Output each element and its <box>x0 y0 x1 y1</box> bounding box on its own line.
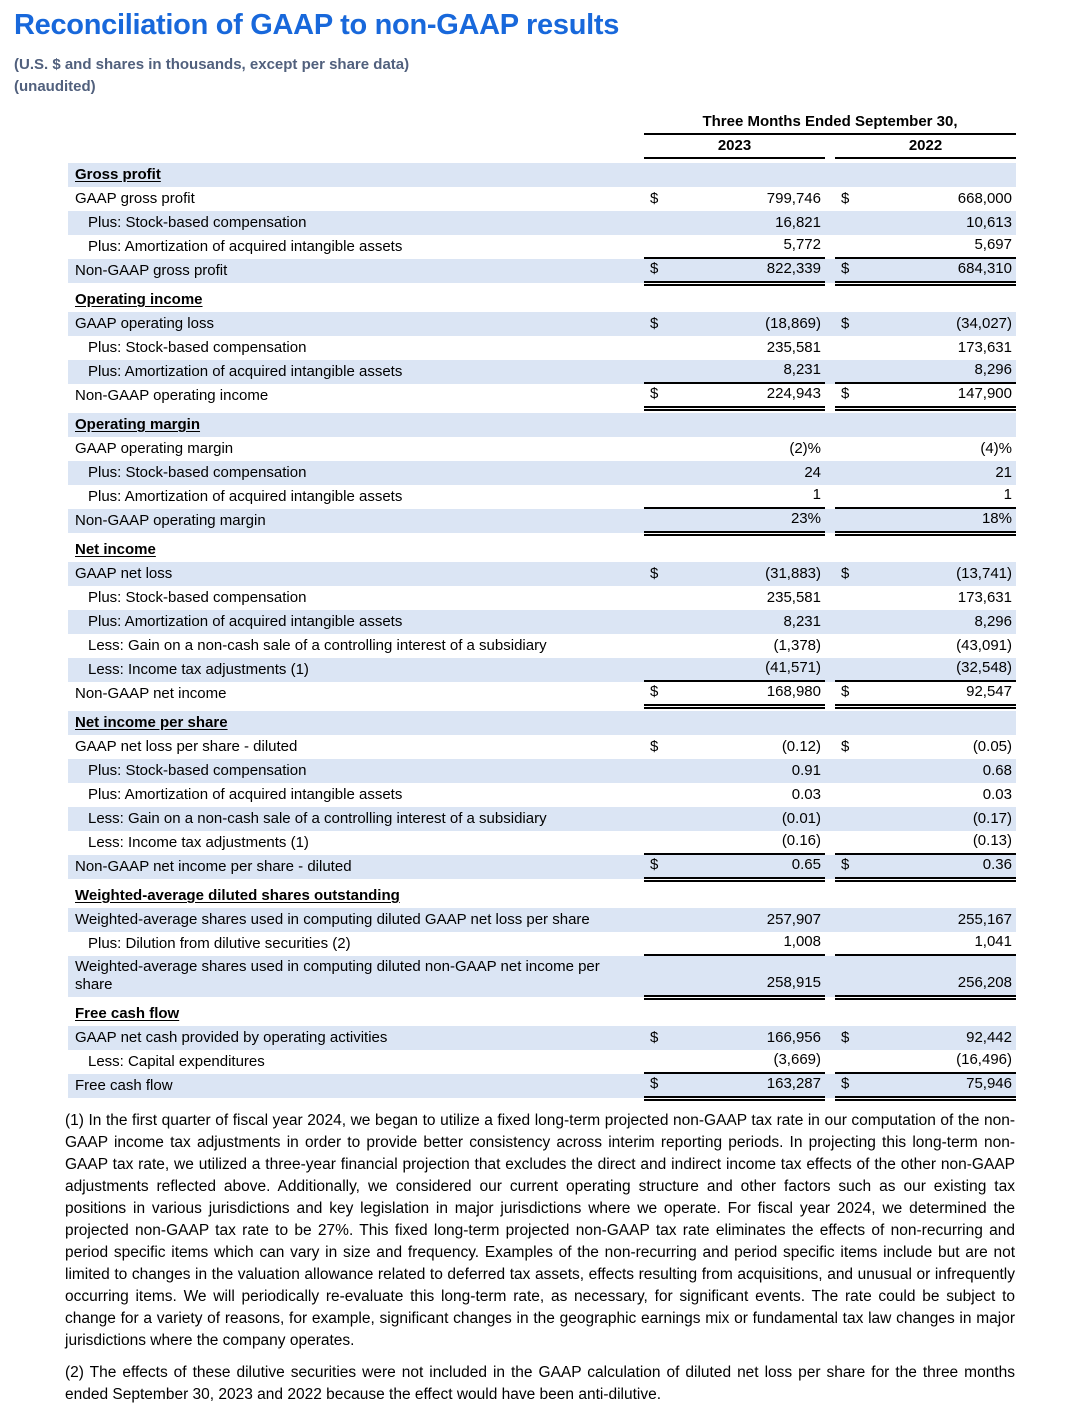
dollar-sign: $ <box>650 190 659 207</box>
value-2022: 1 <box>1003 486 1012 503</box>
value-cell-2022 <box>835 683 1016 706</box>
value-cell-2023 <box>644 236 825 259</box>
row-label: Net income per share <box>75 714 228 731</box>
table-row <box>68 956 1016 997</box>
value-2022: 173,631 <box>957 589 1012 606</box>
dollar-sign: $ <box>650 683 659 700</box>
table-row <box>68 235 1016 259</box>
value-2022: (16,496) <box>956 1051 1012 1068</box>
row-label: Plus: Stock-based compensation <box>88 762 307 779</box>
value-cell-2023 <box>644 832 825 855</box>
dollar-sign: $ <box>650 565 659 582</box>
value-2023: 5,772 <box>783 236 821 253</box>
value-2023: 258,915 <box>766 974 821 991</box>
value-2023: (1,378) <box>773 637 821 654</box>
row-label: Net income <box>75 541 156 558</box>
value-cell-2023 <box>644 786 825 807</box>
row-label: Operating margin <box>75 416 201 433</box>
value-cell-2023 <box>644 1075 825 1098</box>
row-label: GAAP net loss <box>75 565 173 582</box>
value-cell-2023 <box>644 683 825 706</box>
year-column-2023: 2023 <box>644 135 825 159</box>
dollar-sign: $ <box>650 315 659 332</box>
value-cell-2022 <box>835 1029 1016 1050</box>
value-cell-2022 <box>835 832 1016 855</box>
value-2023: 24 <box>804 464 821 481</box>
period-header: Three Months Ended September 30, <box>644 112 1016 135</box>
value-2022: 5,697 <box>974 236 1012 253</box>
value-2022: 0.68 <box>982 762 1012 779</box>
table-row <box>68 562 1016 586</box>
value-2022: (13,741) <box>956 565 1012 582</box>
value-cell-2023 <box>644 315 825 336</box>
value-2022: 147,900 <box>957 385 1012 402</box>
dollar-sign: $ <box>650 385 659 402</box>
value-cell-2022 <box>835 786 1016 807</box>
footnotes <box>65 1110 1015 1406</box>
value-cell-2022 <box>835 339 1016 360</box>
row-label: Gross profit <box>75 166 161 183</box>
row-label: Weighted-average shares used in computing diluted GAAP net loss per share <box>75 911 590 928</box>
value-cell-2022 <box>835 589 1016 610</box>
value-cell-2023 <box>644 762 825 783</box>
value-2023: (18,869) <box>765 315 821 332</box>
value-2023: (31,883) <box>765 565 821 582</box>
value-cell-2023 <box>644 738 825 759</box>
value-cell-2023 <box>644 464 825 485</box>
value-cell-2022 <box>835 214 1016 235</box>
row-label: Non-GAAP net income per share - diluted <box>75 858 352 875</box>
subtitle-line-1: (U.S. $ and shares in thousands, except per share data) <box>14 56 410 73</box>
dollar-sign: $ <box>841 385 850 402</box>
row-label: Plus: Stock-based compensation <box>88 339 307 356</box>
row-label: GAAP operating margin <box>75 440 234 457</box>
table-row <box>68 1050 1016 1074</box>
value-2022: (43,091) <box>956 637 1012 654</box>
table-row <box>68 461 1016 485</box>
table-row <box>68 485 1016 509</box>
dollar-sign: $ <box>841 738 850 755</box>
value-2023: 163,287 <box>766 1075 821 1092</box>
value-cell-2022 <box>835 659 1016 682</box>
value-2023: (0.12) <box>781 738 821 755</box>
value-cell-2023 <box>644 810 825 831</box>
row-label: Weighted-average shares used in computing diluted non-GAAP net income per share <box>75 958 600 993</box>
row-label: Plus: Amortization of acquired intangible assets <box>88 786 403 803</box>
value-2023: 799,746 <box>766 190 821 207</box>
row-label: Less: Income tax adjustments (1) <box>88 661 309 678</box>
value-cell-2022 <box>835 613 1016 634</box>
table-body <box>68 163 1016 1098</box>
value-2022: 668,000 <box>957 190 1012 207</box>
value-2022: (0.17) <box>972 810 1012 827</box>
table-row <box>68 759 1016 783</box>
value-2022: 684,310 <box>957 260 1012 277</box>
dollar-sign: $ <box>650 738 659 755</box>
value-cell-2023 <box>644 1029 825 1050</box>
value-2022: 0.03 <box>982 786 1012 803</box>
table-row <box>68 187 1016 211</box>
value-cell-2023 <box>644 637 825 658</box>
section-row <box>68 538 1016 562</box>
table-row <box>68 1026 1016 1050</box>
value-cell-2022 <box>835 486 1016 509</box>
reconciliation-table <box>68 112 1016 1098</box>
value-2023: 0.65 <box>791 856 821 873</box>
value-2022: 256,208 <box>957 974 1012 991</box>
value-cell-2022 <box>835 911 1016 932</box>
year-column-2022: 2022 <box>835 135 1016 159</box>
value-2022: (0.13) <box>972 832 1012 849</box>
row-label: Less: Income tax adjustments (1) <box>88 834 309 851</box>
value-cell-2023 <box>644 659 825 682</box>
subtitle-line-2: (unaudited) <box>14 78 96 95</box>
dollar-sign: $ <box>841 315 850 332</box>
value-2022: 75,946 <box>966 1075 1012 1092</box>
section-row <box>68 163 1016 187</box>
value-cell-2023 <box>644 486 825 509</box>
value-2023: 0.91 <box>791 762 821 779</box>
table-row <box>68 807 1016 831</box>
table-row <box>68 384 1016 408</box>
value-2023: 257,907 <box>766 911 821 928</box>
value-2023: 166,956 <box>766 1029 821 1046</box>
value-2022: 92,442 <box>966 1029 1012 1046</box>
value-2022: 8,296 <box>974 613 1012 630</box>
value-cell-2022 <box>835 315 1016 336</box>
row-label: Non-GAAP gross profit <box>75 262 228 279</box>
value-2023: (41,571) <box>765 659 821 676</box>
row-label: GAAP gross profit <box>75 190 195 207</box>
row-label: Non-GAAP operating income <box>75 387 269 404</box>
value-2022: (34,027) <box>956 315 1012 332</box>
value-cell-2022 <box>835 440 1016 461</box>
value-2023: 8,231 <box>783 613 821 630</box>
value-cell-2022 <box>835 190 1016 211</box>
dollar-sign: $ <box>841 683 850 700</box>
value-cell-2023 <box>644 361 825 384</box>
dollar-sign: $ <box>650 856 659 873</box>
section-row <box>68 1002 1016 1026</box>
value-2022: 92,547 <box>966 683 1012 700</box>
value-2023: (0.16) <box>781 832 821 849</box>
value-cell-2023 <box>644 190 825 211</box>
table-row <box>68 658 1016 682</box>
dollar-sign: $ <box>841 1029 850 1046</box>
value-2022: (0.05) <box>972 738 1012 755</box>
row-label: Weighted-average diluted shares outstanding <box>75 887 400 904</box>
table-row <box>68 259 1016 283</box>
table-row <box>68 855 1016 879</box>
dollar-sign: $ <box>841 565 850 582</box>
value-cell-2022 <box>835 1051 1016 1074</box>
table-row <box>68 932 1016 956</box>
row-label: Plus: Stock-based compensation <box>88 464 307 481</box>
value-2022: 1,041 <box>974 933 1012 950</box>
value-cell-2022 <box>835 361 1016 384</box>
value-2023: 235,581 <box>766 339 821 356</box>
table-row <box>68 211 1016 235</box>
value-2022: 8,296 <box>974 361 1012 378</box>
value-cell-2023 <box>644 589 825 610</box>
value-cell-2023 <box>644 510 825 533</box>
dollar-sign: $ <box>650 1075 659 1092</box>
section-row <box>68 884 1016 908</box>
table-year-header-row <box>68 135 1016 159</box>
value-cell-2022 <box>835 236 1016 259</box>
row-label: Plus: Amortization of acquired intangible assets <box>88 613 403 630</box>
value-2022: (32,548) <box>956 659 1012 676</box>
value-cell-2023 <box>644 1051 825 1074</box>
dollar-sign: $ <box>841 1075 850 1092</box>
table-row <box>68 735 1016 759</box>
value-cell-2022 <box>835 260 1016 283</box>
value-cell-2022 <box>835 385 1016 408</box>
value-cell-2023 <box>644 933 825 956</box>
value-cell-2023 <box>644 339 825 360</box>
section-row <box>68 288 1016 312</box>
dollar-sign: $ <box>650 260 659 277</box>
table-row <box>68 312 1016 336</box>
value-2023: 168,980 <box>766 683 821 700</box>
value-2023: 1 <box>812 486 821 503</box>
footnote-1: (1) In the first quarter of fiscal year 2024, we began to utilize a fixed long-term projected non-GAAP tax rate in our computation of the non-GAAP income tax adjustments in order to provide better consistency across interim reporting periods. In projecting this long-term non-GAAP tax rate, we utilized a three-year financial projection that excludes the direct and indirect income tax effects of the other non-GAAP adjustments reflected above. Additionally, we considered our current operating structure and other factors such as our existing tax positions in various jurisdictions and key legislation in major jurisdictions where we operate. For fiscal year 2024, we determined the projected non-GAAP tax rate to be 27%. This fixed long-term projected non-GAAP tax rate eliminates the effects of non-recurring and period specific items which can vary in size and frequency. Examples of the non-recurring and period specific items include but are not limited to changes in the valuation allowance related to deferred tax assets, effects resulting from acquisitions, and unusual or infrequently occurring items. We will periodically re-evaluate this long-term rate, as necessary, for significant events. The rate could be subject to change for a variety of reasons, for example, significant changes in the geographic earnings mix or fundamental tax law changes in major jurisdictions where the company operates. <box>65 1112 1015 1349</box>
row-label: Less: Capital expenditures <box>88 1053 265 1070</box>
row-label: Less: Gain on a non-cash sale of a controlling interest of a subsidiary <box>88 637 547 654</box>
row-label: GAAP operating loss <box>75 315 214 332</box>
table-row <box>68 908 1016 932</box>
value-2022: 0.36 <box>982 856 1012 873</box>
value-2023: 8,231 <box>783 361 821 378</box>
section-row <box>68 711 1016 735</box>
table-row <box>68 360 1016 384</box>
value-2023: 23% <box>790 510 821 527</box>
table-row <box>68 509 1016 533</box>
row-label: GAAP net loss per share - diluted <box>75 738 298 755</box>
value-cell-2022 <box>835 464 1016 485</box>
value-cell-2022 <box>835 565 1016 586</box>
value-cell-2023 <box>644 260 825 283</box>
value-cell-2022 <box>835 974 1016 997</box>
table-row <box>68 634 1016 658</box>
row-label: Plus: Stock-based compensation <box>88 589 307 606</box>
value-2022: 173,631 <box>957 339 1012 356</box>
row-label: Plus: Amortization of acquired intangible assets <box>88 238 403 255</box>
table-row <box>68 682 1016 706</box>
table-row <box>68 437 1016 461</box>
section-row <box>68 413 1016 437</box>
value-cell-2023 <box>644 911 825 932</box>
value-cell-2023 <box>644 214 825 235</box>
value-cell-2022 <box>835 738 1016 759</box>
row-label: Less: Gain on a non-cash sale of a controlling interest of a subsidiary <box>88 810 547 827</box>
row-label: Plus: Stock-based compensation <box>88 214 307 231</box>
value-cell-2022 <box>835 933 1016 956</box>
table-row <box>68 1074 1016 1098</box>
value-cell-2022 <box>835 510 1016 533</box>
value-2023: 1,008 <box>783 933 821 950</box>
value-2022: 10,613 <box>966 214 1012 231</box>
table-row <box>68 831 1016 855</box>
value-2023: 235,581 <box>766 589 821 606</box>
value-2023: 16,821 <box>775 214 821 231</box>
value-cell-2022 <box>835 1075 1016 1098</box>
table-row <box>68 783 1016 807</box>
value-cell-2023 <box>644 440 825 461</box>
value-cell-2022 <box>835 810 1016 831</box>
row-label: Free cash flow <box>75 1005 180 1022</box>
value-cell-2023 <box>644 565 825 586</box>
page-title: Reconciliation of GAAP to non-GAAP results <box>14 9 620 41</box>
value-cell-2022 <box>835 637 1016 658</box>
footnote-2: (2) The effects of these dilutive securities were not included in the GAAP calculation of diluted net loss per share for the three months ended September 30, 2023 and 2022 because the effect would have been anti-dilutive. <box>65 1364 1015 1403</box>
dollar-sign: $ <box>841 856 850 873</box>
row-label: Plus: Amortization of acquired intangible assets <box>88 363 403 380</box>
value-cell-2023 <box>644 613 825 634</box>
row-label: Operating income <box>75 291 203 308</box>
dollar-sign: $ <box>841 260 850 277</box>
value-cell-2023 <box>644 856 825 879</box>
value-2022: (4)% <box>980 440 1012 457</box>
value-2023: 822,339 <box>766 260 821 277</box>
value-2023: (0.01) <box>781 810 821 827</box>
value-2022: 21 <box>995 464 1012 481</box>
value-cell-2023 <box>644 974 825 997</box>
value-2023: 0.03 <box>791 786 821 803</box>
value-cell-2022 <box>835 762 1016 783</box>
row-label: GAAP net cash provided by operating activities <box>75 1029 388 1046</box>
value-2022: 255,167 <box>957 911 1012 928</box>
row-label: Plus: Amortization of acquired intangible assets <box>88 488 403 505</box>
row-label: Non-GAAP operating margin <box>75 512 266 529</box>
row-label: Plus: Dilution from dilutive securities (2) <box>88 935 351 952</box>
value-2023: 224,943 <box>766 385 821 402</box>
value-cell-2022 <box>835 856 1016 879</box>
table-row <box>68 586 1016 610</box>
dollar-sign: $ <box>841 190 850 207</box>
table-row <box>68 336 1016 360</box>
value-2023: (3,669) <box>773 1051 821 1068</box>
value-2022: 18% <box>981 510 1012 527</box>
value-2023: (2)% <box>789 440 821 457</box>
table-period-header-row <box>68 112 1016 135</box>
row-label: Non-GAAP net income <box>75 685 227 702</box>
row-label: Free cash flow <box>75 1077 173 1094</box>
value-cell-2023 <box>644 385 825 408</box>
table-row <box>68 610 1016 634</box>
dollar-sign: $ <box>650 1029 659 1046</box>
